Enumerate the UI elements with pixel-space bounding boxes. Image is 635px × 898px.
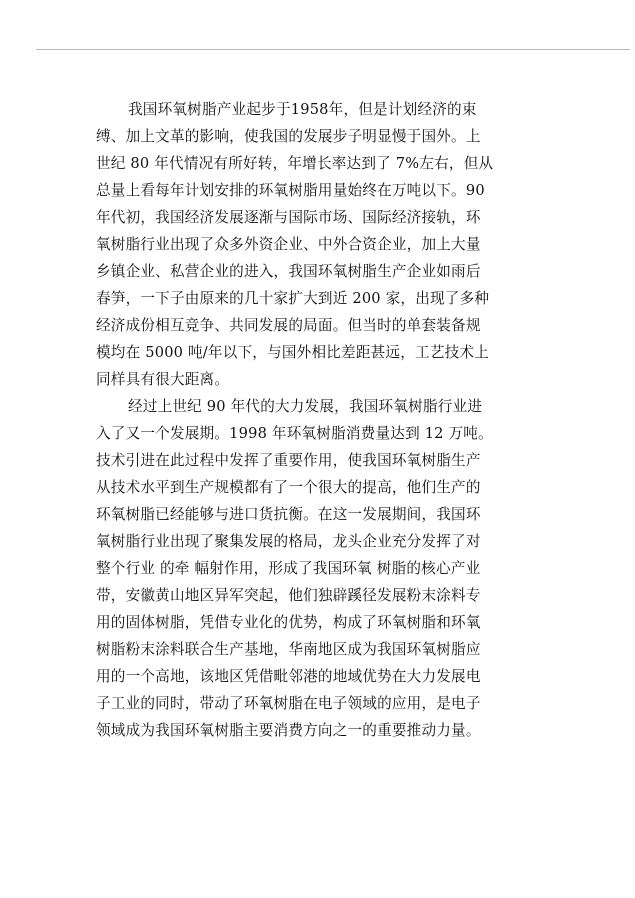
text-line: 用的一个高地，该地区凭借毗邻港的地域优势在大力发展电 [96, 668, 481, 685]
text-line: 年代初，我国经济发展逐渐与国际市场、国际经济接轨，环 [96, 209, 481, 226]
text-line: 同样具有很大距离。 [96, 371, 230, 388]
text-line: 缚、加上文革的影响，使我国的发展步子明显慢于国外。上 [96, 128, 481, 145]
text-line: 从技术水平到生产规模都有了一个很大的提高，他们生产的 [96, 479, 481, 496]
text-line: 入了又一个发展期。1998 年环氧树脂消费量达到 12 万吨。 [96, 425, 493, 442]
text-line: 整个行业 的牵 幅射作用，形成了我国环氧 树脂的核心产业 [96, 560, 481, 577]
paragraph-2 [96, 393, 548, 744]
text-line: 世纪 80 年代情况有所好转，年增长率达到了 7%左右，但从 [96, 155, 494, 172]
text-line: 经济成份相互竞争、共同发展的局面。但当时的单套装备规 [96, 317, 481, 334]
text-line: 氧树脂行业出现了聚集发展的格局，龙头企业充分发挥了对 [96, 533, 481, 550]
text-line: 经过上世纪 90 年代的大力发展，我国环氧树脂行业进 [128, 398, 483, 415]
text-line: 总量上看每年计划安排的环氧树脂用量始终在万吨以下。90 [96, 182, 485, 199]
text-line: 树脂粉末涂料联合生产基地，华南地区成为我国环氧树脂应 [96, 641, 481, 658]
text-line: 子工业的同时，带动了环氧树脂在电子领域的应用，是电子 [96, 695, 481, 712]
text-line: 带，安徽黄山地区异军突起，他们独辟蹊径发展粉末涂料专 [96, 587, 481, 604]
paragraph-1 [96, 96, 548, 393]
body-text [96, 96, 548, 744]
text-line: 领域成为我国环氧树脂主要消费方向之一的重要推动力量。 [96, 722, 481, 739]
text-line: 氧树脂行业出现了众多外资企业、中外合资企业，加上大量 [96, 236, 481, 253]
header-rule [36, 49, 630, 50]
text-line: 技术引进在此过程中发挥了重要作用，使我国环氧树脂生产 [96, 452, 481, 469]
text-line: 用的固体树脂，凭借专业化的优势，构成了环氧树脂和环氧 [96, 614, 481, 631]
text-line: 我国环氧树脂产业起步于1958年，但是计划经济的束 [128, 101, 477, 118]
text-line: 乡镇企业、私营企业的进入，我国环氧树脂生产企业如雨后 [96, 263, 481, 280]
text-line: 模均在 5000 吨/年以下，与国外相比差距甚远，工艺技术上 [96, 344, 489, 361]
text-line: 环氧树脂已经能够与进口货抗衡。在这一发展期间，我国环 [96, 506, 481, 523]
text-line: 春笋，一下子由原来的几十家扩大到近 200 家，出现了多种 [96, 290, 490, 307]
